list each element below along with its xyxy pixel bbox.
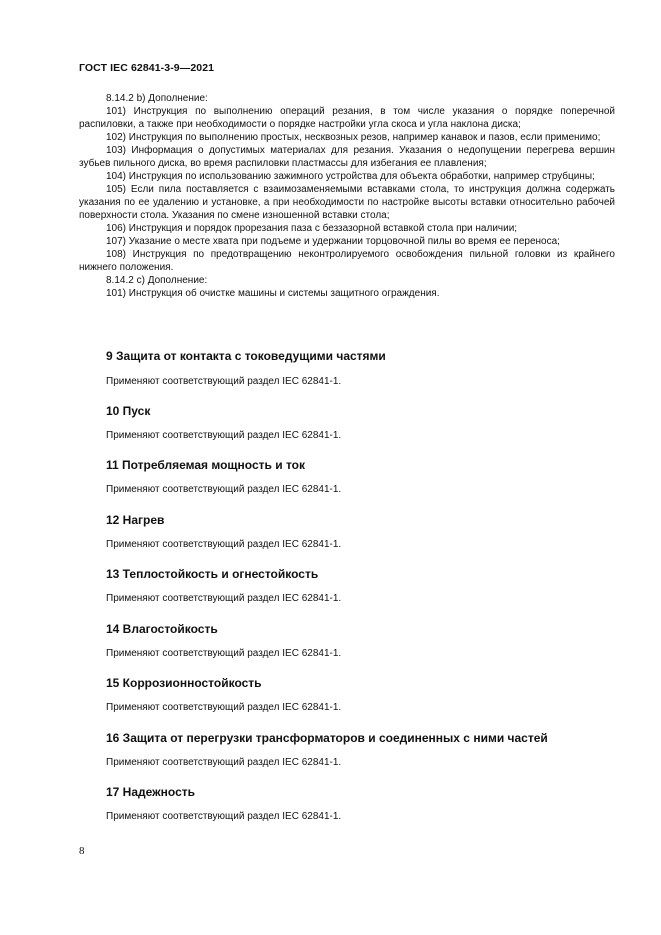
page-number: 8 xyxy=(79,845,85,857)
section-title-17: 17 Надежность xyxy=(106,785,196,799)
section-title-16: 16 Защита от перегрузки трансформаторов и соединенных с ними частей xyxy=(106,731,548,745)
section-title-12: 12 Нагрев xyxy=(106,513,165,527)
paragraph-item-102: 102) Инструкция по выполнению простых, несквозных резов, например канавок и пазов, если применимо; xyxy=(106,132,601,143)
paragraph-item-103: 103) Информация о допустимых материалах для резания. Указания о недопущении перегрева вершин зубьев пильного диска, во время распиловки пластмассы для избегания ее плавления; xyxy=(79,145,615,169)
section-text-17: Применяют соответствующий раздел IEC 62841-1. xyxy=(106,811,342,822)
paragraph-item-108: 108) Инструкция по предотвращению неконтролируемого освобождения пильной головки из крайнего нижнего положения. xyxy=(79,249,615,273)
section-text-15: Применяют соответствующий раздел IEC 62841-1. xyxy=(106,702,342,713)
amendments-block xyxy=(79,92,615,300)
paragraph-item-105: 105) Если пила поставляется с взаимозаменяемыми вставками стола, то инструкция должна содержать указания по ее удалению и установке, а при необходимости по настройке высоты вставки относительно рабочей поверхности стола. Указания по смене изношенной вставки стола; xyxy=(79,184,615,221)
section-title-14: 14 Влагостойкость xyxy=(106,622,218,636)
section-text-9: Применяют соответствующий раздел IEC 62841-1. xyxy=(106,376,342,387)
section-title-15: 15 Коррозионностойкость xyxy=(106,676,262,690)
document-header: ГОСТ IEC 62841-3-9—2021 xyxy=(79,62,215,74)
paragraph-item-106: 106) Инструкция и порядок прорезания паза с беззазорной вставкой стола при наличии; xyxy=(106,223,518,234)
paragraph-c-item-101: 101) Инструкция об очистке машины и системы защитного ограждения. xyxy=(106,288,440,299)
section-title-9: 9 Защита от контакта с токоведущими частями xyxy=(106,349,386,363)
paragraph-8-14-2-c: 8.14.2 c) Дополнение: xyxy=(106,275,208,286)
paragraph-item-101: 101) Инструкция по выполнению операций резания, в том числе указания о порядке поперечной распиловки, а также при необходимости о порядке настройки угла скоса и угла наклона диска; xyxy=(79,106,615,130)
section-text-10: Применяют соответствующий раздел IEC 62841-1. xyxy=(106,430,342,441)
section-text-12: Применяют соответствующий раздел IEC 62841-1. xyxy=(106,539,342,550)
section-title-13: 13 Теплостойкость и огнестойкость xyxy=(106,567,319,581)
section-text-16: Применяют соответствующий раздел IEC 62841-1. xyxy=(106,757,342,768)
paragraph-item-107: 107) Указание о месте хвата при подъеме и удержании торцовочной пилы во время ее переноса; xyxy=(106,236,560,247)
section-title-11: 11 Потребляемая мощность и ток xyxy=(106,458,306,472)
section-text-14: Применяют соответствующий раздел IEC 62841-1. xyxy=(106,648,342,659)
section-text-13: Применяют соответствующий раздел IEC 62841-1. xyxy=(106,593,342,604)
paragraph-item-104: 104) Инструкция по использованию зажимного устройства для объекта обработки, например струбцины; xyxy=(106,171,595,182)
paragraph-8-14-2-b: 8.14.2 b) Дополнение: xyxy=(106,93,208,104)
section-title-10: 10 Пуск xyxy=(106,404,151,418)
section-text-11: Применяют соответствующий раздел IEC 62841-1. xyxy=(106,484,342,495)
